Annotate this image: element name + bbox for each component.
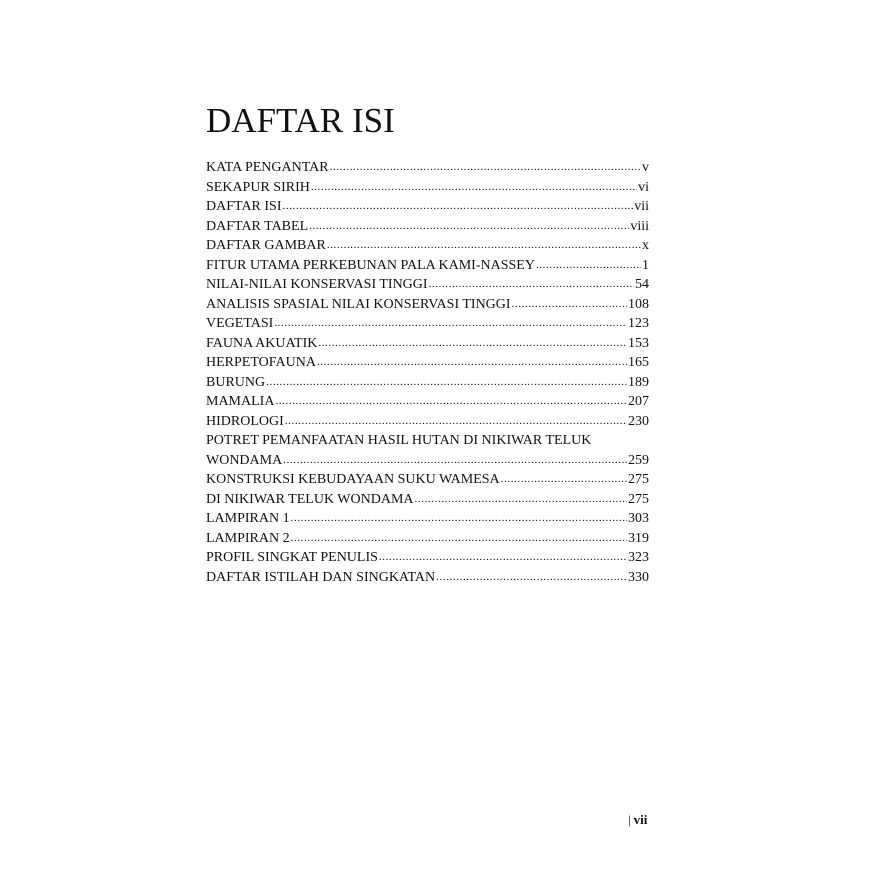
toc-entry <box>206 373 649 393</box>
toc-entry-title: LAMPIRAN 2 <box>206 530 290 546</box>
dot-leader <box>512 295 627 315</box>
toc-entry <box>206 431 649 451</box>
toc-entry-page: 323 <box>628 550 649 565</box>
dot-leader <box>536 256 641 276</box>
dot-leader <box>501 470 627 490</box>
dot-leader <box>309 217 629 237</box>
dot-leader <box>330 158 641 178</box>
toc-entry <box>206 275 649 295</box>
toc-entry-title: DAFTAR TABEL <box>206 218 309 234</box>
toc-entry-page: 54 <box>635 277 649 292</box>
toc-entry-page: 303 <box>628 511 649 526</box>
toc-entry-title: FAUNA AKUATIK <box>206 335 318 351</box>
toc-entry-page: 319 <box>628 530 649 546</box>
toc-entry-page: 259 <box>628 452 649 468</box>
toc-entry <box>206 490 649 510</box>
dot-leader <box>317 353 627 373</box>
dot-leader <box>275 392 627 412</box>
toc-entry <box>206 314 649 334</box>
toc-entry-title: ANALISIS SPASIAL NILAI KONSERVASI TINGGI <box>206 296 511 312</box>
table-of-contents <box>206 158 649 587</box>
dot-leader <box>291 509 627 529</box>
toc-entry-title: POTRET PEMANFAATAN HASIL HUTAN DI NIKIWAR TELUK <box>206 433 592 448</box>
toc-entry <box>206 548 649 568</box>
dot-leader <box>327 236 641 256</box>
toc-entry <box>206 256 649 276</box>
toc-entry <box>206 392 649 412</box>
toc-entry-title: FITUR UTAMA PERKEBUNAN PALA KAMI-NASSEY <box>206 257 535 273</box>
toc-entry-page: 275 <box>628 491 649 507</box>
toc-entry <box>206 295 649 315</box>
toc-entry <box>206 178 649 198</box>
dot-leader <box>311 178 637 198</box>
toc-entry-title: SEKAPUR SIRIH <box>206 179 310 195</box>
toc-entry-title: LAMPIRAN 1 <box>206 511 290 526</box>
toc-entry-title: PROFIL SINGKAT PENULIS <box>206 550 378 565</box>
page-footer <box>628 812 647 828</box>
toc-entry-page: 275 <box>628 472 649 487</box>
toc-entry-title: WONDAMA <box>206 452 283 468</box>
toc-entry <box>206 470 649 490</box>
toc-entry-title: BURUNG <box>206 374 266 390</box>
toc-entry-page: 1 <box>642 257 649 273</box>
dot-leader <box>274 314 627 334</box>
dot-leader <box>283 197 634 217</box>
dot-leader <box>285 412 627 432</box>
toc-entry-page: 108 <box>628 296 649 312</box>
toc-entry-page: 165 <box>628 355 649 370</box>
toc-entry-page: viii <box>630 218 649 234</box>
toc-entry-title: DI NIKIWAR TELUK WONDAMA <box>206 491 414 507</box>
toc-entry-page: vii <box>634 199 649 214</box>
toc-entry-title: DAFTAR GAMBAR <box>206 238 326 253</box>
toc-entry <box>206 197 649 217</box>
toc-entry-page: vi <box>638 179 649 195</box>
toc-entry <box>206 236 649 256</box>
toc-entry-title: KONSTRUKSI KEBUDAYAAN SUKU WAMESA <box>206 472 500 487</box>
toc-entry-page: 330 <box>628 569 649 585</box>
toc-entry <box>206 334 649 354</box>
toc-entry <box>206 412 649 432</box>
toc-entry-page: 153 <box>628 335 649 351</box>
toc-entry-title: HIDROLOGI <box>206 413 284 429</box>
footer-page-number: vii <box>633 812 648 827</box>
toc-entry-title: HERPETOFAUNA <box>206 355 316 370</box>
footer-separator: | <box>628 812 631 827</box>
toc-entry-title: KATA PENGANTAR <box>206 160 329 175</box>
toc-entry-page: x <box>642 238 649 253</box>
dot-leader <box>436 568 627 588</box>
dot-leader <box>283 451 627 471</box>
toc-entry-title: VEGETASI <box>206 316 274 331</box>
toc-entry <box>206 529 649 549</box>
dot-leader <box>415 490 627 510</box>
toc-entry-page: 207 <box>628 394 649 409</box>
toc-entry <box>206 353 649 373</box>
dot-leader <box>318 334 627 354</box>
dot-leader <box>266 373 627 393</box>
toc-entry <box>206 451 649 471</box>
toc-entry-page: 123 <box>628 316 649 331</box>
dot-leader <box>379 548 627 568</box>
dot-leader <box>291 529 627 549</box>
toc-entry-page: 189 <box>628 374 649 390</box>
toc-entry-title: DAFTAR ISTILAH DAN SINGKATAN <box>206 569 436 585</box>
toc-entry <box>206 568 649 588</box>
toc-entry <box>206 509 649 529</box>
dot-leader <box>429 275 634 295</box>
toc-entry <box>206 158 649 178</box>
toc-entry-title: NILAI-NILAI KONSERVASI TINGGI <box>206 277 428 292</box>
toc-entry-title: MAMALIA <box>206 394 275 409</box>
page-title: DAFTAR ISI <box>206 101 395 140</box>
toc-entry-title: DAFTAR ISI <box>206 199 282 214</box>
toc-entry <box>206 217 649 237</box>
toc-entry-page: 230 <box>628 413 649 429</box>
toc-entry-page: v <box>642 160 649 175</box>
